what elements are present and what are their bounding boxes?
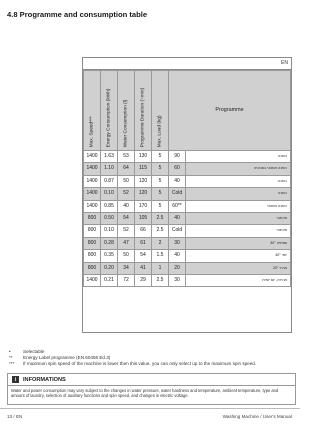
cell-spin: 800 [84, 250, 101, 262]
page-footer [0, 408, 300, 423]
table-row [84, 200, 291, 212]
cell-temp: 90 [169, 151, 186, 163]
programme-consumption-table [82, 57, 292, 333]
cell-load: 5 [152, 188, 169, 200]
cell-energy: 0.10 [101, 225, 118, 237]
header-energy: Energy Consumption (kWh) [101, 71, 118, 151]
table-row [84, 213, 291, 225]
cell-water: 53 [118, 151, 135, 163]
cell-spin: 800 [84, 262, 101, 274]
cell-duration: 105 [135, 213, 152, 225]
cell-load: 5 [152, 163, 169, 175]
cell-energy: 0.85 [101, 200, 118, 212]
cell-temp: 60 [169, 163, 186, 175]
cell-duration: 130 [135, 151, 152, 163]
info-box [7, 373, 296, 405]
table-row [84, 225, 291, 237]
table-row [84, 237, 291, 249]
header-spin-speed: Max. Speed*** [84, 71, 101, 151]
cell-water: 52 [118, 225, 135, 237]
cell-prog: 30° שטיפה [186, 237, 291, 249]
cell-prog: 40° יומי [186, 250, 291, 262]
cell-energy: 0.10 [101, 188, 118, 200]
cell-prog: כותנה חסכוני באנרגיה [186, 163, 291, 175]
cell-temp: 30 [169, 275, 186, 287]
cell-water: 50 [118, 250, 135, 262]
table-row [84, 163, 291, 175]
cell-load: 2.5 [152, 275, 169, 287]
cell-prog: כותנה [186, 188, 291, 200]
cell-prog: כותנה [186, 175, 291, 187]
cell-duration: 120 [135, 175, 152, 187]
cell-duration: 66 [135, 225, 152, 237]
cell-water: 47 [118, 237, 135, 249]
cell-prog: סינתטי [186, 213, 291, 225]
cell-load: 5 [152, 200, 169, 212]
footnote-legend [9, 349, 256, 367]
cell-duration: 120 [135, 188, 152, 200]
cell-spin: 800 [84, 237, 101, 249]
header-load: Max. Load (kg) [152, 71, 169, 151]
cell-water: 54 [118, 213, 135, 225]
info-header [8, 374, 295, 386]
cell-water: 50 [118, 175, 135, 187]
table-row [84, 188, 291, 200]
cell-temp: Cold [169, 188, 186, 200]
cell-spin: 1400 [84, 163, 101, 175]
cell-spin: 1400 [84, 275, 101, 287]
legend-text: Selectable [23, 349, 45, 354]
legend-key: • [9, 349, 11, 354]
cell-temp: 40 [169, 250, 186, 262]
cell-energy: 0.87 [101, 175, 118, 187]
cell-load: 1 [152, 262, 169, 274]
cell-load: 5 [152, 175, 169, 187]
cell-spin: 800 [84, 225, 101, 237]
cell-duration: 115 [135, 163, 152, 175]
cell-duration: 170 [135, 200, 152, 212]
cell-energy: 0.28 [101, 237, 118, 249]
info-title: INFORMATIONS [23, 376, 66, 383]
page-number: 13 / EN [7, 414, 23, 419]
cell-spin: 1400 [84, 151, 101, 163]
cell-duration: 29 [135, 275, 152, 287]
cell-temp: 30 [169, 237, 186, 249]
cell-water: 72 [118, 275, 135, 287]
info-icon: i [12, 376, 19, 383]
legend-key: *** [9, 361, 15, 366]
cell-temp: 20 [169, 262, 186, 274]
cell-energy: 0.20 [101, 262, 118, 274]
cell-load: 2.5 [152, 225, 169, 237]
cell-load: 2 [152, 237, 169, 249]
cell-duration: 54 [135, 250, 152, 262]
table-row [84, 275, 291, 287]
table-row [84, 250, 291, 262]
table-row [84, 175, 291, 187]
section-title: 4.8 Programme and consumption table [7, 10, 148, 19]
cell-duration: 61 [135, 237, 152, 249]
cell-temp: 40 [169, 213, 186, 225]
cell-load: 5 [152, 151, 169, 163]
cell-spin: 1400 [84, 175, 101, 187]
cell-water: 40 [118, 200, 135, 212]
header-water: Water Consumption (l) [118, 71, 135, 151]
legend-item [9, 361, 256, 367]
manual-title: Washing Machine / User's Manual [222, 414, 292, 419]
cell-load: 2.5 [152, 213, 169, 225]
cell-spin: 1400 [84, 188, 101, 200]
legend-text: If maximum spin speed of the machine is lower then this value, you can only select up to the maximum spin speed. [23, 361, 257, 366]
cell-energy: 0.50 [101, 213, 118, 225]
cell-water: 52 [118, 188, 135, 200]
cell-load: 1.5 [152, 250, 169, 262]
header-duration: Programme Duration (~min) [135, 71, 152, 151]
cell-temp: Cold [169, 225, 186, 237]
table-row [84, 151, 291, 163]
cell-energy: 0.35 [101, 250, 118, 262]
cell-water: 34 [118, 262, 135, 274]
cell-water: 64 [118, 163, 135, 175]
info-text: Water and power consumption may vary subject to the changes in water pressure, water hardness and temperature, ambient temperature, type and amount of laundry, selection of auxiliary functions and spin speed, and changes in electric voltage. [11, 388, 279, 398]
legend-text: Energy Label programme (EN 60456 Ed.3) [23, 355, 111, 360]
cell-duration: 41 [135, 262, 152, 274]
consumption-grid [83, 70, 291, 287]
cell-temp: 40 [169, 175, 186, 187]
legend-key: ** [9, 355, 13, 360]
header-programme: Programme [169, 71, 291, 151]
cell-prog: סינתטי [186, 225, 291, 237]
cell-spin: 800 [84, 213, 101, 225]
cell-prog: מהירה, יום יומית [186, 275, 291, 287]
cell-energy: 1.63 [101, 151, 118, 163]
cell-prog: כותנה [186, 151, 291, 163]
cell-spin: 1400 [84, 200, 101, 212]
header-row [84, 71, 291, 151]
cell-temp: 60** [169, 200, 186, 212]
language-tag: EN [83, 58, 291, 70]
cell-prog: כותנה חסכוני [186, 200, 291, 212]
table-row [84, 262, 291, 274]
cell-energy: 0.21 [101, 275, 118, 287]
cell-energy: 1.10 [101, 163, 118, 175]
cell-prog: 20° מהיר [186, 262, 291, 274]
